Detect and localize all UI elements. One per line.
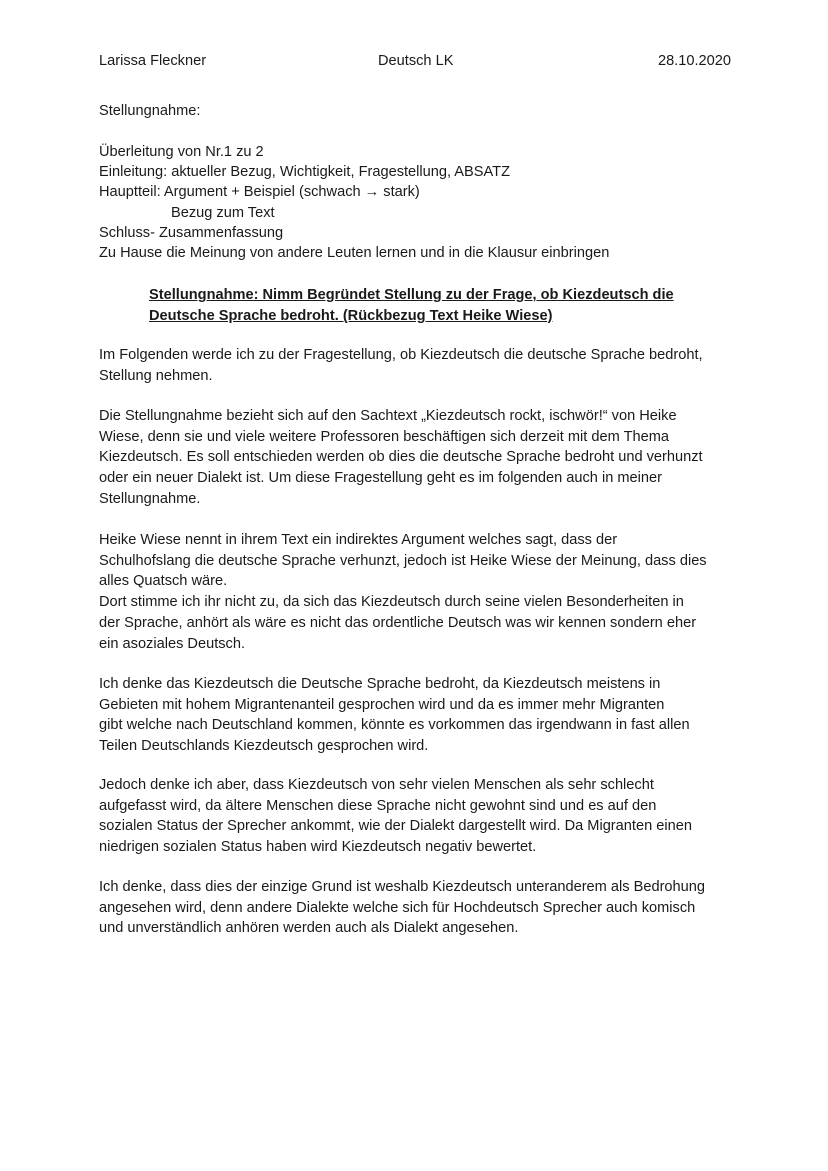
paragraph-line: Teilen Deutschlands Kiezdeutsch gesprochen wird. — [99, 738, 429, 755]
paragraph-line: angesehen wird, denn andere Dialekte welche sich für Hochdeutsch Sprecher auch komisch — [99, 899, 696, 916]
paragraph-line: Stellung nehmen. — [99, 367, 213, 384]
paragraph-line: Kiezdeutsch. Es soll entschieden werden ob dies die deutsche Sprache bedroht und verhunzt — [99, 449, 703, 466]
paragraph-conclusion — [99, 877, 739, 939]
paragraph-argument-1 — [99, 530, 739, 654]
paragraph-line: Stellungnahme. — [99, 490, 201, 507]
paragraph-line: Die Stellungnahme bezieht sich auf den Sachtext „Kiezdeutsch rockt, ischwör!“ von Heike — [99, 408, 677, 424]
paragraph-line: sozialen Status der Sprecher ankommt, wie der Dialekt dargestellt wird. Da Migranten einen — [99, 818, 692, 835]
paragraph-line: Wiese, denn sie und viele weitere Professoren beschäftigen sich derzeit mit dem Thema — [99, 428, 669, 445]
paragraph-source — [99, 406, 739, 510]
note-line: Bezug zum Text — [171, 205, 275, 221]
page-header — [99, 51, 731, 71]
task-heading-line: Deutsche Sprache bedroht. (Rückbezug Text Heike Wiese) — [149, 308, 553, 324]
note-line: Schluss- Zusammenfassung — [99, 225, 284, 241]
paragraph-line: Dort stimme ich ihr nicht zu, da sich das Kiezdeutsch durch seine vielen Besonderheiten in — [99, 594, 684, 611]
paragraph-line: ein asoziales Deutsch. — [99, 635, 246, 652]
note-line: Einleitung: aktueller Bezug, Wichtigkeit, Fragestellung, ABSATZ — [99, 164, 510, 180]
paragraph-line: Heike Wiese nennt in ihrem Text ein indirektes Argument welches sagt, dass der — [99, 532, 618, 548]
subject-name: Deutsch LK — [378, 53, 454, 69]
paragraph-intro — [99, 345, 739, 386]
paragraph-argument-2 — [99, 674, 739, 757]
paragraph-line: alles Quatsch wäre. — [99, 573, 228, 590]
paragraph-line: der Sprache, anhört als wäre es nicht das ordentliche Deutsch was wir kennen sondern eher — [99, 614, 697, 631]
paragraph-line: gibt welche nach Deutschland kommen, könnte es vorkommen das irgendwann in fast allen — [99, 717, 690, 734]
paragraph-argument-3 — [99, 775, 739, 858]
paragraph-line: niedrigen sozialen Status haben wird Kiezdeutsch negativ bewertet. — [99, 839, 537, 856]
notes-title: Stellungnahme: — [99, 103, 201, 119]
paragraph-line: Ich denke das Kiezdeutsch die Deutsche Sprache bedroht, da Kiezdeutsch meistens in — [99, 676, 661, 692]
paragraph-line: Jedoch denke ich aber, dass Kiezdeutsch von sehr vielen Menschen als sehr schlecht — [99, 777, 654, 793]
paragraph-line: und unverständlich anhören werden auch als Dialekt angesehen. — [99, 920, 519, 937]
note-line: Hauptteil: Argument + Beispiel (schwach → stark) — [99, 184, 420, 200]
paragraph-line: Im Folgenden werde ich zu der Fragestellung, ob Kiezdeutsch die deutsche Sprache bedroht, — [99, 347, 703, 363]
paragraph-line: Schulhofslang die deutsche Sprache verhunzt, jedoch ist Heike Wiese der Meinung, dass dies — [99, 552, 707, 569]
note-line: Überleitung von Nr.1 zu 2 — [99, 144, 264, 160]
task-heading-line: Stellungnahme: Nimm Begründet Stellung zu der Frage, ob Kiezdeutsch die — [149, 287, 674, 303]
document-date: 28.10.2020 — [657, 53, 731, 69]
paragraph-line: aufgefasst wird, da ältere Menschen diese Sprache nicht gewohnt sind und es auf den — [99, 797, 657, 814]
paragraph-line: oder ein neuer Dialekt ist. Um diese Fragestellung geht es im folgenden auch in meiner — [99, 470, 662, 487]
task-heading — [149, 285, 709, 327]
note-line: Zu Hause die Meinung von andere Leuten lernen und in die Klausur einbringen — [99, 245, 610, 261]
paragraph-line: Gebieten mit hohem Migrantenanteil gesprochen wird und da es immer mehr Migranten — [99, 696, 665, 713]
paragraph-line: Ich denke, dass dies der einzige Grund ist weshalb Kiezdeutsch unteranderem als Bedrohung — [99, 879, 706, 895]
author-name: Larissa Fleckner — [99, 53, 207, 69]
